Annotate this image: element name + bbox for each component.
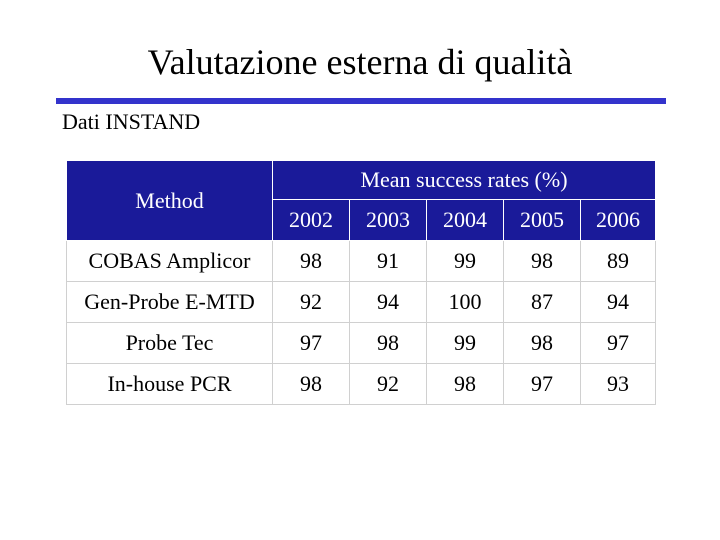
slide-subtitle: Dati INSTAND: [62, 109, 201, 134]
table-row: [67, 323, 656, 364]
value-cell: 99: [427, 323, 504, 364]
method-cell: Gen-Probe E-MTD: [67, 282, 273, 323]
value-cell: 98: [350, 323, 427, 364]
value-cell: 97: [581, 323, 656, 364]
slide-title: Valutazione esterna di qualità: [147, 42, 573, 82]
table-row: [67, 364, 656, 405]
table-row: [67, 282, 656, 323]
value-cell: 100: [427, 282, 504, 323]
group-header: Mean success rates (%): [273, 161, 656, 200]
method-cell: Probe Tec: [67, 323, 273, 364]
year-header: 2005: [504, 200, 581, 241]
value-cell: 94: [581, 282, 656, 323]
value-cell: 92: [273, 282, 350, 323]
value-cell: 91: [350, 241, 427, 282]
table-row: [67, 241, 656, 282]
header-row: [67, 161, 656, 200]
value-cell: 97: [504, 364, 581, 405]
value-cell: 99: [427, 241, 504, 282]
method-cell: COBAS Amplicor: [67, 241, 273, 282]
value-cell: 97: [273, 323, 350, 364]
year-header: 2004: [427, 200, 504, 241]
value-cell: 98: [504, 241, 581, 282]
value-cell: 89: [581, 241, 656, 282]
value-cell: 98: [273, 241, 350, 282]
value-cell: 94: [350, 282, 427, 323]
value-cell: 98: [504, 323, 581, 364]
value-cell: 98: [273, 364, 350, 405]
year-header: 2003: [350, 200, 427, 241]
value-cell: 98: [427, 364, 504, 405]
value-cell: 87: [504, 282, 581, 323]
year-header: 2006: [581, 200, 656, 241]
year-header: 2002: [273, 200, 350, 241]
method-cell: In-house PCR: [67, 364, 273, 405]
value-cell: 92: [350, 364, 427, 405]
value-cell: 93: [581, 364, 656, 405]
results-table: [66, 160, 656, 405]
method-header: Method: [67, 161, 273, 241]
title-underline: [56, 98, 666, 104]
